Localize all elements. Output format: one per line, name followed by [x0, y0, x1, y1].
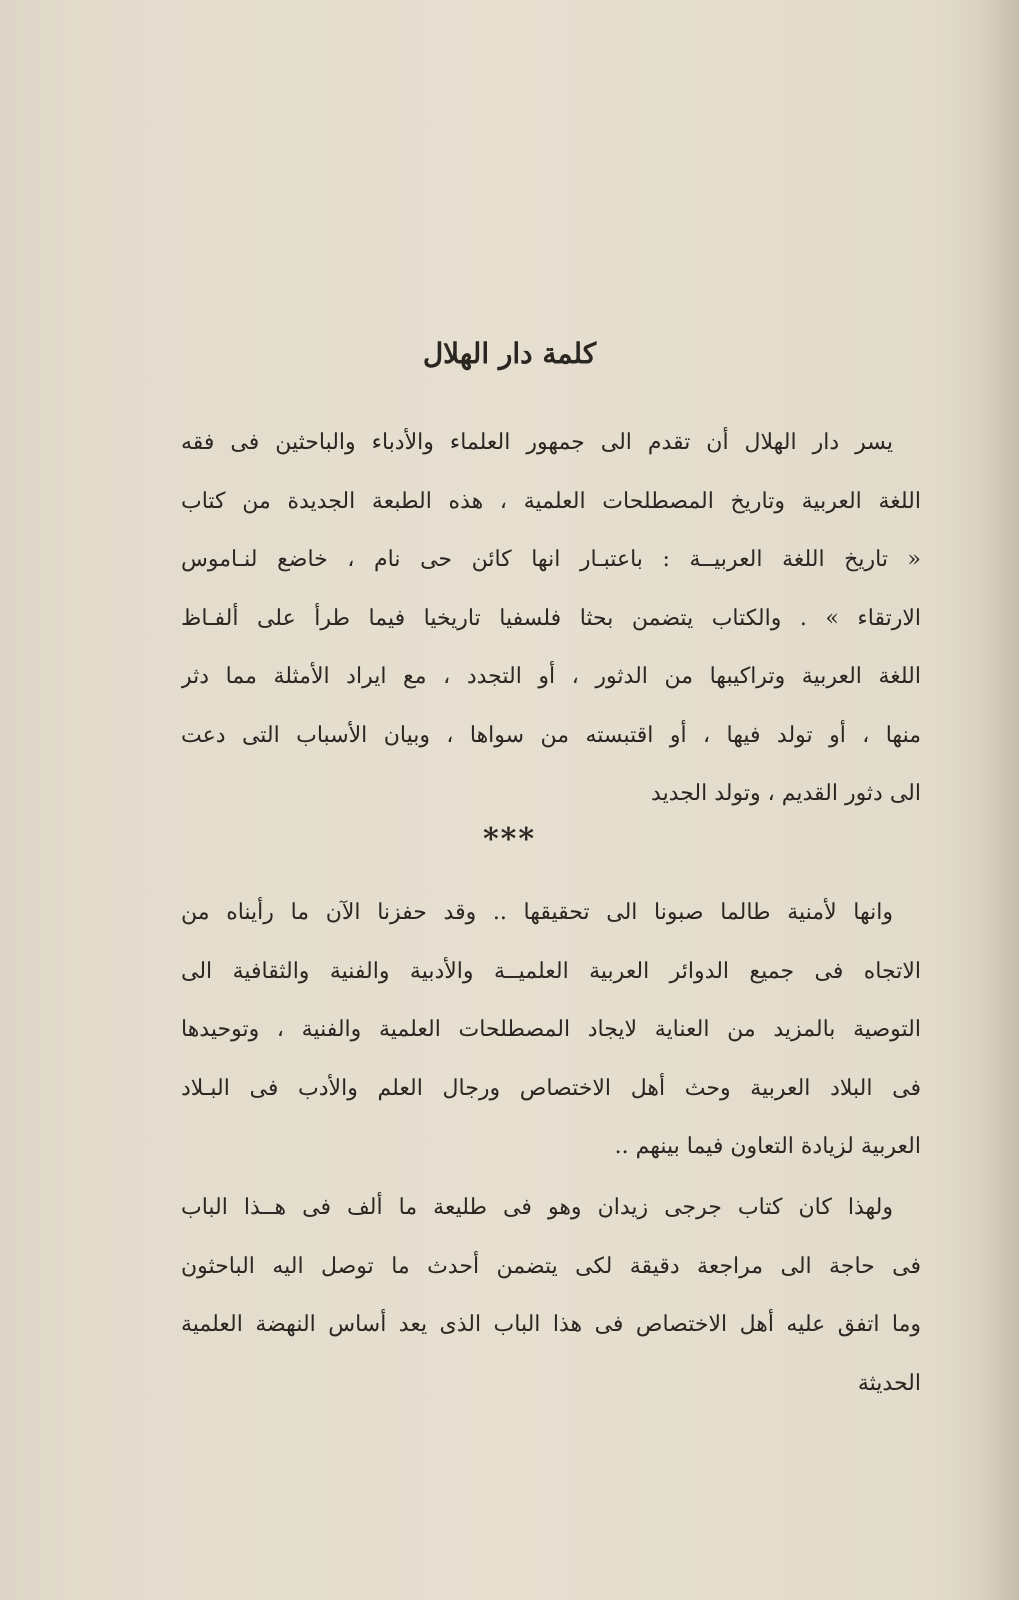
text-line: ولهذا كان كتاب جرجى زيدان وهو فى طليعة ما ألف فى هــذا الباب [181, 1195, 893, 1220]
page-edge-shadow [979, 0, 1019, 1600]
text-line: العربية لزيادة التعاون فيما بينهم .. [614, 1134, 921, 1159]
text-line: فى البلاد العربية وحث أهل الاختصاص ورجال العلم والأدب فى البـلاد [181, 1075, 921, 1101]
paragraph-revision [181, 1179, 921, 1413]
text-line: يسر دار الهلال أن تقدم الى جمهور العلماء والأدباء والباحثين فى فقه [181, 430, 893, 455]
paragraph-aspiration [181, 884, 921, 1177]
text-line: وانها لأمنية طالما صبونا الى تحقيقها .. وقد حفزنا الآن ما رأيناه من [181, 900, 893, 925]
page-title: كلمة دار الهلال [422, 337, 597, 370]
text-line: الارتقاء » . والكتاب يتضمن بحثا فلسفيا تاريخيا فيما طرأ على ألفـاظ [181, 605, 921, 631]
text-line: التوصية بالمزيد من العناية لايجاد المصطلحات العلمية والفنية ، وتوحيدها [181, 1017, 921, 1042]
section-separator: *** [482, 822, 537, 857]
text-line: اللغة العربية وتراكيبها من الدثور ، أو التجدد ، مع ايراد الأمثلة مما دثر [181, 664, 921, 689]
text-line: اللغة العربية وتاريخ المصطلحات العلمية ، هذه الطبعة الجديدة من كتاب [181, 488, 921, 514]
text-line: الى دثور القديم ، وتولد الجديد [651, 781, 921, 806]
text-line: الاتجاه فى جميع الدوائر العربية العلميــة والأدبية والفنية والثقافية الى [181, 958, 921, 984]
text-line: منها ، أو تولد فيها ، أو اقتبسته من سواها ، وبيان الأسباب التى دعت [181, 722, 921, 748]
text-line: فى حاجة الى مراجعة دقيقة لكى يتضمن أحدث ما توصل اليه الباحثون [181, 1253, 921, 1279]
text-line: وما اتفق عليه أهل الاختصاص فى هذا الباب الذى يعد أساس النهضة العلمية [181, 1312, 921, 1337]
paragraph-intro [181, 414, 921, 824]
text-line: الحديثة [857, 1370, 921, 1396]
text-line: « تاريخ اللغة العربيــة : باعتبـار انها كائن حى نام ، خاضع لنـاموس [181, 547, 921, 572]
